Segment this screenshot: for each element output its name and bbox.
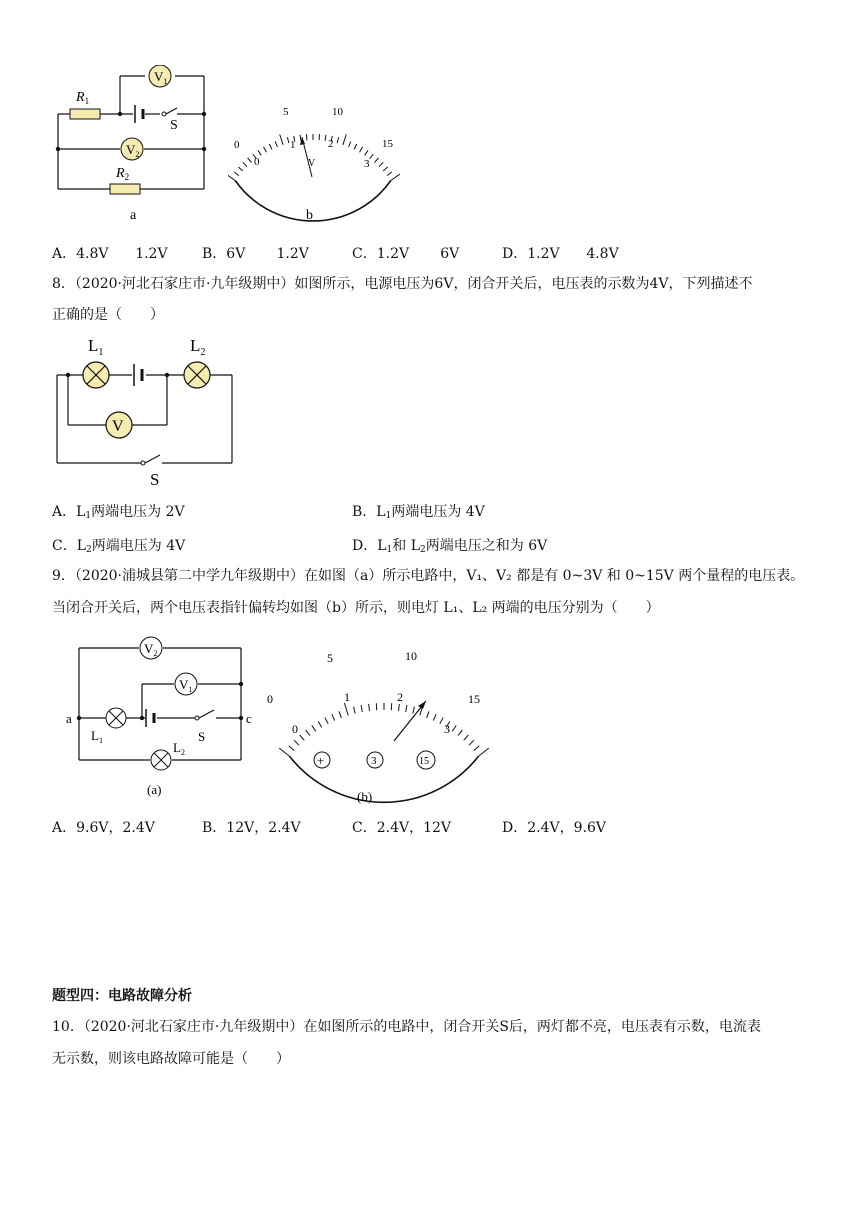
svg-text:2: 2 (397, 690, 403, 704)
svg-text:5: 5 (327, 651, 333, 665)
svg-text:5: 5 (283, 106, 289, 118)
section-title: 题型四：电路故障分析 (52, 988, 192, 1004)
svg-text:R2: $R_2$ (116, 166, 130, 182)
svg-text:L2: $L_2$ (190, 336, 206, 358)
svg-text:3: 3 (371, 755, 377, 767)
svg-text:V: V (112, 418, 124, 435)
q7-option-b[interactable]: B．6V 1.2V (202, 246, 309, 262)
svg-text:+: + (317, 753, 325, 768)
q8-option-c[interactable]: C．$L_2$两端电压为 4V (52, 538, 186, 555)
lamp-l2 (184, 362, 210, 388)
svg-text:V: V (308, 158, 316, 169)
q9-option-c[interactable]: C．2.4V，12V (352, 820, 452, 836)
svg-text:(b): (b) (357, 789, 373, 804)
resistor-r1 (70, 109, 100, 119)
label-v1: V (154, 69, 164, 84)
q8-option-d[interactable]: D．$L_1$和 $L_2$两端电压之和为 6V (352, 538, 548, 555)
svg-text:V1: $V_1$ (154, 69, 168, 86)
svg-text:10: 10 (332, 106, 343, 118)
label-switch: S (170, 118, 178, 133)
q8-stem-line-2: 正确的是（ ） (52, 307, 164, 323)
svg-text:0: 0 (254, 156, 260, 168)
terminal-15v (417, 751, 435, 769)
lamp-l1 (106, 708, 126, 728)
q9-stem-line-2: 当闭合开关后，两个电压表指针偏转均如图（b）所示，则电灯 L₁、L₂ 两端的电压分别为（ ） (52, 600, 660, 616)
svg-text:S: S (198, 729, 206, 744)
lamp-l2 (151, 750, 171, 770)
terminal-plus (314, 752, 330, 768)
resistor-r2 (110, 184, 140, 194)
q10-stem-line-2: 无示数，则该电路故障可能是（ ） (52, 1051, 290, 1067)
q7-circuit-diagram-a (50, 65, 220, 225)
svg-text:L1: $L_1$ (88, 336, 104, 358)
q9-voltmeter-dial-b (262, 645, 492, 810)
svg-text:V2: $V_2$ (126, 142, 140, 159)
svg-text:a: a (66, 711, 72, 726)
svg-text:V2: $V_2$ (144, 641, 158, 658)
svg-text:1: 1 (344, 690, 350, 704)
caption-a: a (130, 208, 137, 223)
q7-option-c[interactable]: C．1.2V 6V (352, 246, 460, 262)
caption-b: b (306, 208, 313, 223)
svg-text:c: c (246, 711, 252, 726)
svg-text:L1: $L_1$ (91, 728, 103, 745)
q9-stem-line-1: 9．（2020·浦城县第二中学九年级期中）在如图（a）所示电路中，V₁、V₂ 都是有 0~3V 和 0~15V 两个量程的电压表。 (52, 568, 805, 584)
label-r2: R (116, 166, 125, 181)
svg-text:L2: $L_2$ (173, 740, 185, 757)
q8-circuit-diagram (50, 333, 245, 488)
svg-text:2: 2 (328, 138, 334, 150)
q9-option-a[interactable]: A．9.6V，2.4V (52, 820, 155, 836)
svg-text:15: 15 (468, 692, 480, 706)
label-r1: R (76, 90, 85, 105)
lamp-l1 (83, 362, 109, 388)
svg-text:S: S (150, 470, 160, 488)
svg-text:15: 15 (419, 756, 429, 767)
q7-option-a[interactable]: A．4.8V 1.2V (52, 246, 168, 262)
svg-text:3: 3 (444, 722, 450, 736)
q9-option-b[interactable]: B．12V，2.4V (202, 820, 301, 836)
svg-text:3: 3 (364, 158, 370, 170)
q7-voltmeter-dial-b (228, 95, 408, 225)
svg-text:0: 0 (267, 692, 273, 706)
svg-text:15: 15 (382, 138, 393, 150)
q7-option-d[interactable]: D．1.2V 4.8V (502, 246, 619, 262)
q8-option-a[interactable]: A．$L_1$两端电压为 2V (52, 504, 185, 521)
q9-option-d[interactable]: D．2.4V，9.6V (502, 820, 606, 836)
terminal-3v (367, 752, 383, 768)
q8-option-b[interactable]: B．$L_1$两端电压为 4V (352, 504, 485, 521)
svg-text:V1: $V_1$ (179, 677, 193, 694)
svg-text:R1: $R_1$ (76, 90, 90, 106)
svg-text:1: 1 (290, 139, 296, 151)
svg-text:(a): (a) (147, 782, 162, 797)
svg-text:10: 10 (405, 649, 417, 663)
svg-text:0: 0 (234, 139, 240, 151)
q8-stem-line-1: 8．（2020·河北石家庄市·九年级期中）如图所示，电源电压为6V，闭合开关后，电压表的示数为4V，下列描述不 (52, 276, 753, 292)
q10-stem-line-1: 10．（2020·河北石家庄市·九年级期中）在如图所示的电路中，闭合开关S后，两灯都不亮，电压表有示数，电流表 (52, 1019, 761, 1035)
svg-text:0: 0 (292, 722, 298, 736)
label-v2: V (126, 142, 136, 157)
q9-circuit-diagram-a (60, 636, 260, 806)
